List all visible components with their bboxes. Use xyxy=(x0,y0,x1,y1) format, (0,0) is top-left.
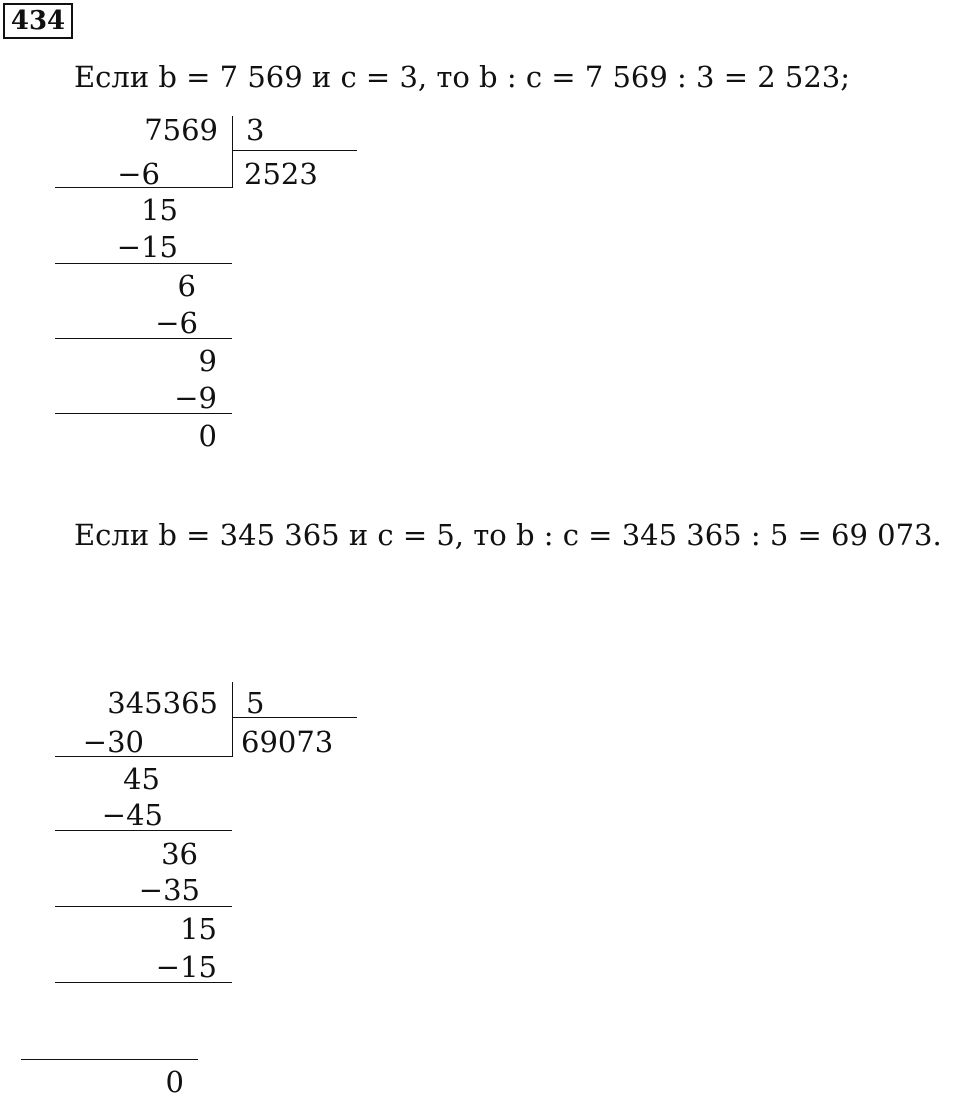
remainder: 15 xyxy=(180,912,217,946)
remainder: 15 xyxy=(141,193,178,227)
quotient: 2523 xyxy=(244,157,318,191)
subtrahend: −15 xyxy=(116,230,178,264)
divisor: 5 xyxy=(246,686,265,720)
subtrahend: −35 xyxy=(138,873,200,907)
subtrahend: −6 xyxy=(117,157,160,191)
divider-line xyxy=(55,338,232,339)
divider-line xyxy=(55,756,232,757)
subtrahend: −9 xyxy=(174,381,217,415)
subtrahend: −30 xyxy=(82,725,144,759)
divider-line xyxy=(55,187,232,188)
quotient: 69073 xyxy=(241,725,334,759)
divider-line xyxy=(55,982,232,983)
remainder: 9 xyxy=(198,344,217,378)
equation-1: Если b = 7 569 и c = 3, то b : c = 7 569 : 3 = 2 523; xyxy=(74,60,851,94)
final-remainder: 0 xyxy=(198,419,217,453)
subtrahend: −6 xyxy=(155,306,198,340)
divider-line xyxy=(21,1059,198,1060)
division-bracket-vertical xyxy=(232,116,233,188)
equation-2: Если b = 345 365 и c = 5, то b : c = 345 365 : 5 = 69 073. xyxy=(74,518,942,552)
subtrahend: −15 xyxy=(155,950,217,984)
divider-line xyxy=(55,830,232,831)
dividend: 7569 xyxy=(144,113,218,147)
divider-line xyxy=(55,906,232,907)
final-remainder: 0 xyxy=(165,1065,184,1099)
division-bracket-horizontal xyxy=(232,150,357,151)
division-bracket-vertical xyxy=(232,682,233,757)
divider-line xyxy=(55,413,232,414)
divider-line xyxy=(55,263,232,264)
remainder: 36 xyxy=(161,837,198,871)
divisor: 3 xyxy=(246,113,265,147)
problem-number: 434 xyxy=(3,3,73,39)
remainder: 45 xyxy=(123,762,160,796)
dividend: 345365 xyxy=(107,686,218,720)
remainder: 6 xyxy=(177,269,196,303)
subtrahend: −45 xyxy=(101,798,163,832)
